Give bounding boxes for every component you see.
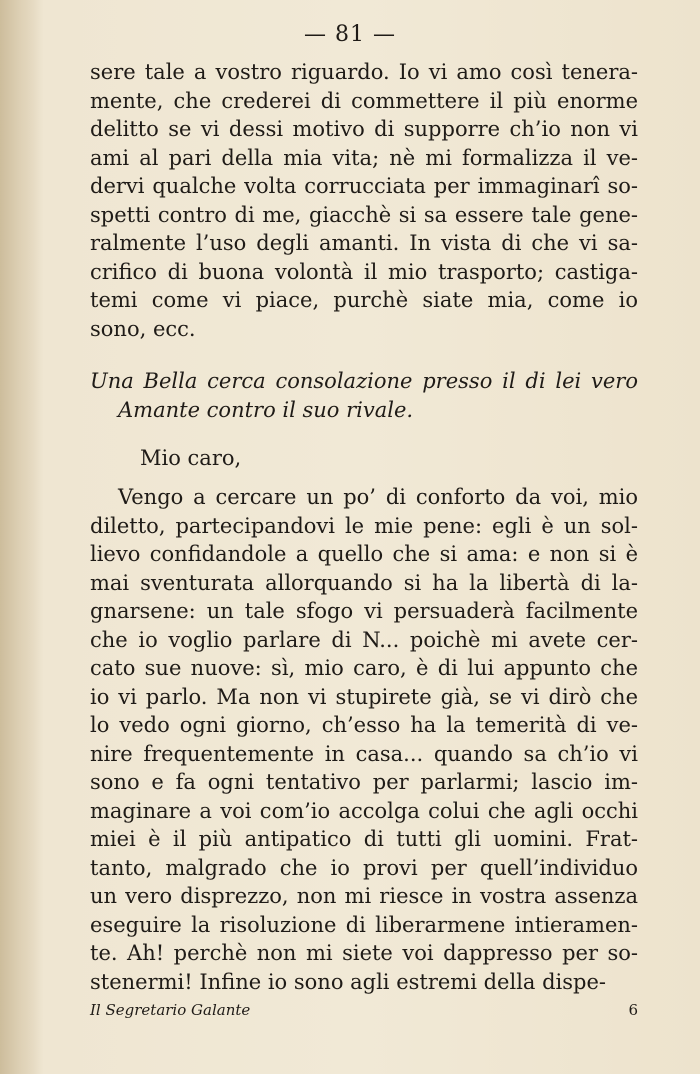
text-line: un vero disprezzo, non mi riesce in vostra assenza: [90, 884, 638, 908]
text-line: sono, ecc.: [90, 316, 196, 341]
text-line: io vi parlo. Ma non vi stupirete già, se vi dirò che: [90, 684, 638, 709]
text-line: dervi qualche volta corrucciata per immaginarî so-: [90, 174, 638, 198]
letter-title-line: Una Bella cerca consolazione presso il di lei vero: [90, 369, 638, 393]
paragraph-1: [90, 58, 638, 343]
text-line: miei è il più antipatico di tutti gli uomini. Frat-: [90, 827, 638, 851]
text-line: nire frequentemente in casa... quando sa ch’io vi: [90, 741, 638, 766]
paragraph-2: [90, 483, 638, 996]
page-number: — 81 —: [304, 22, 396, 47]
text-line: che io voglio parlare di N... poichè mi avete cer-: [90, 627, 638, 652]
text-line: mente, che crederei di commettere il più enorme: [90, 88, 638, 113]
text-line: temi come vi piace, purchè siate mia, come io: [90, 288, 638, 312]
letter-title: [90, 367, 638, 425]
text-line: delitto se vi dessi motivo di supporre ch’io non vi: [90, 117, 638, 141]
running-footer: [90, 1001, 638, 1019]
salutation: Mio caro,: [140, 446, 242, 470]
text-line: diletto, partecipandovi le mie pene: egli è un sol-: [90, 513, 638, 538]
text-line: gnarsene: un tale sfogo vi persuaderà facilmente: [90, 599, 638, 623]
book-title-footer: Il Segretario Galante: [90, 1001, 251, 1019]
page-spine-shadow: [0, 0, 44, 1074]
text-line: stenermi! Infine io sono agli estremi della dispe-: [90, 969, 607, 994]
signature-number: 6: [628, 1001, 638, 1019]
text-line: lievo confidandole a quello che si ama: e non si è: [90, 542, 638, 566]
text-line: ralmente l’uso degli amanti. In vista di che vi sa-: [90, 231, 638, 255]
text-line: maginare a voi com’io accolga colui che agli occhi: [90, 798, 638, 823]
text-line: te. Ah! perchè non mi siete voi dappresso per so-: [90, 941, 638, 965]
text-line: crifico di buona volontà il mio trasporto; castiga-: [90, 259, 638, 284]
text-line: mai sventurata allorquando si ha la libertà di la-: [90, 570, 638, 595]
letter-title-line: Amante contro il suo rivale.: [118, 398, 414, 422]
text-line: lo vedo ogni giorno, ch’esso ha la temerità di ve-: [90, 713, 638, 737]
text-line: tanto, malgrado che io provi per quell’individuo: [90, 855, 638, 880]
text-line: eseguire la risoluzione di liberarmene intieramen-: [90, 912, 638, 937]
text-line: spetti contro di me, giacchè si sa essere tale gene-: [90, 202, 638, 227]
text-line: cato sue nuove: sì, mio caro, è di lui appunto che: [90, 656, 638, 680]
text-line: sono e fa ogni tentativo per parlarmi; lascio im-: [90, 770, 638, 794]
text-line: sere tale a vostro riguardo. Io vi amo così tenera-: [90, 60, 638, 84]
text-line: Vengo a cercare un po’ di conforto da voi, mio: [118, 485, 638, 509]
text-line: ami al pari della mia vita; nè mi formalizza il ve-: [90, 145, 638, 170]
